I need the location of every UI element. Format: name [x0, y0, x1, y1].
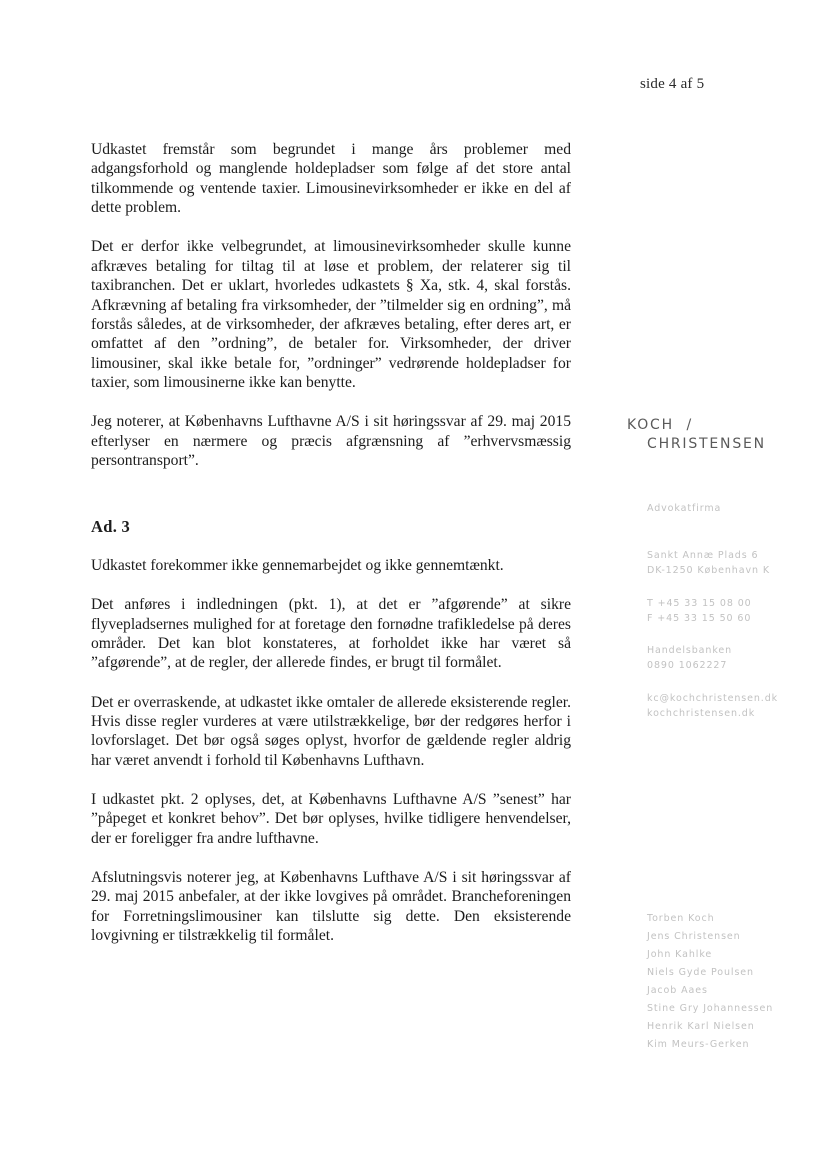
letterhead-sidebar: [627, 416, 807, 1050]
page-number: side 4 af 5: [640, 76, 705, 92]
website-link[interactable]: kochchristensen.dk: [647, 707, 756, 719]
section-heading: Ad. 3: [91, 516, 131, 536]
partner-name: Henrik Karl Nielsen: [647, 1021, 755, 1032]
body-paragraph: Afslutningsvis noterer jeg, at Københavns Lufthave A/S i sit høringssvar af 29. maj 2015 anbefaler, at der ikke lovgives på området. Brancheforeningen for Forretningslimousiner kan tilslutte sig dette. Den eksisterende lovgivning er tilstrækkelig til formålet.: [91, 868, 571, 945]
partner-name: Stine Gry Johannessen: [647, 1003, 774, 1014]
partner-name: Jacob Aaes: [647, 985, 708, 996]
logo-line-1: KOCH /: [627, 417, 693, 433]
firm-logo: [627, 416, 807, 454]
partner-name: Torben Koch: [647, 913, 715, 924]
address-line: Sankt Annæ Plads 6: [647, 550, 759, 561]
letter-body: [91, 140, 571, 946]
address-line: DK-1250 København K: [647, 564, 770, 576]
body-paragraph: Udkastet fremstår som begrundet i mange års problemer med adgangsforhold og manglende holdepladser som følge af det store antal tilkommende og ventende taxier. Limousinevirksomheder er ikke en del af dette problem.: [91, 141, 571, 217]
body-paragraph: Det er derfor ikke velbegrundet, at limousinevirksomheder skulle kunne afkræves betaling for tiltag til at løse et problem, der relaterer sig til taxibranchen. Det er uklart, hvorledes udkastets § Xa, stk. 4, skal forstås. Afkrævning af betaling fra virksomheder, der ”tilmelder sig en ordning”, må forstås således, at de virksomheder, der afkræves betaling, efter deres art, er omfattet af den ”ordning”, de betaler for. Virksomheder, der driver limousiner, skal ikke betale for, ”ordninger” vedrørende holdepladser for taxier, som limousinerne ikke kan benytte.: [91, 238, 571, 392]
body-paragraph: Udkastet forekommer ikke gennemarbejdet og ikke gennemtænkt.: [91, 556, 504, 574]
bank-label: Handelsbanken: [647, 645, 733, 656]
email-link[interactable]: kc@kochchristensen.dk: [647, 693, 779, 704]
body-paragraph: Jeg noterer, at Københavns Lufthavne A/S i sit høringssvar af 29. maj 2015 efterlyser en nærmere og præcis afgrænsning af ”erhvervsmæssig persontransport”.: [91, 413, 571, 470]
address-block: [647, 549, 770, 578]
body-paragraph: I udkastet pkt. 2 oplyses, det, at Københavns Lufthavne A/S ”senest” har ”påpeget et konkret behov”. Det bør oplyses, hvilke tidligere henvendelser, der er foreligger fra andre lufthavne.: [91, 790, 571, 847]
bank-block: [647, 644, 732, 673]
partner-name: John Kahlke: [647, 949, 713, 960]
partner-name: Kim Meurs-Gerken: [647, 1039, 750, 1050]
partners-list: [647, 910, 773, 1054]
bank-account: 0890 1062227: [647, 659, 728, 671]
logo-line-2: CHRISTENSEN: [647, 436, 766, 452]
phone-number: T +45 33 15 08 00: [647, 598, 752, 609]
body-paragraph: Det anføres i indledningen (pkt. 1), at det er ”afgørende” at sikre flyvepladsernes mulighed for at foretage den fornødne trafikledelse på deres områder. Det kan blot konstateres, at forholdet ikke har været så ”afgørende”, at de regler, der allerede findes, er brugt til formålet.: [91, 596, 571, 672]
firm-type: Advokatfirma: [647, 503, 722, 514]
contact-block: [647, 597, 752, 626]
partner-name: Jens Christensen: [647, 931, 741, 942]
web-block: [647, 692, 778, 721]
partner-name: Niels Gyde Poulsen: [647, 967, 754, 978]
fax-number: F +45 33 15 50 60: [647, 612, 752, 624]
body-paragraph: Det er overraskende, at udkastet ikke omtaler de allerede eksisterende regler. Hvis disse regler vurderes at være utilstrækkelige, bør der redgøres herfor i lovforslaget. Det bør også søges oplyst, hvorfor de gældende regler aldrig har været anvendt i forhold til Københavns Lufthavn.: [91, 693, 571, 769]
